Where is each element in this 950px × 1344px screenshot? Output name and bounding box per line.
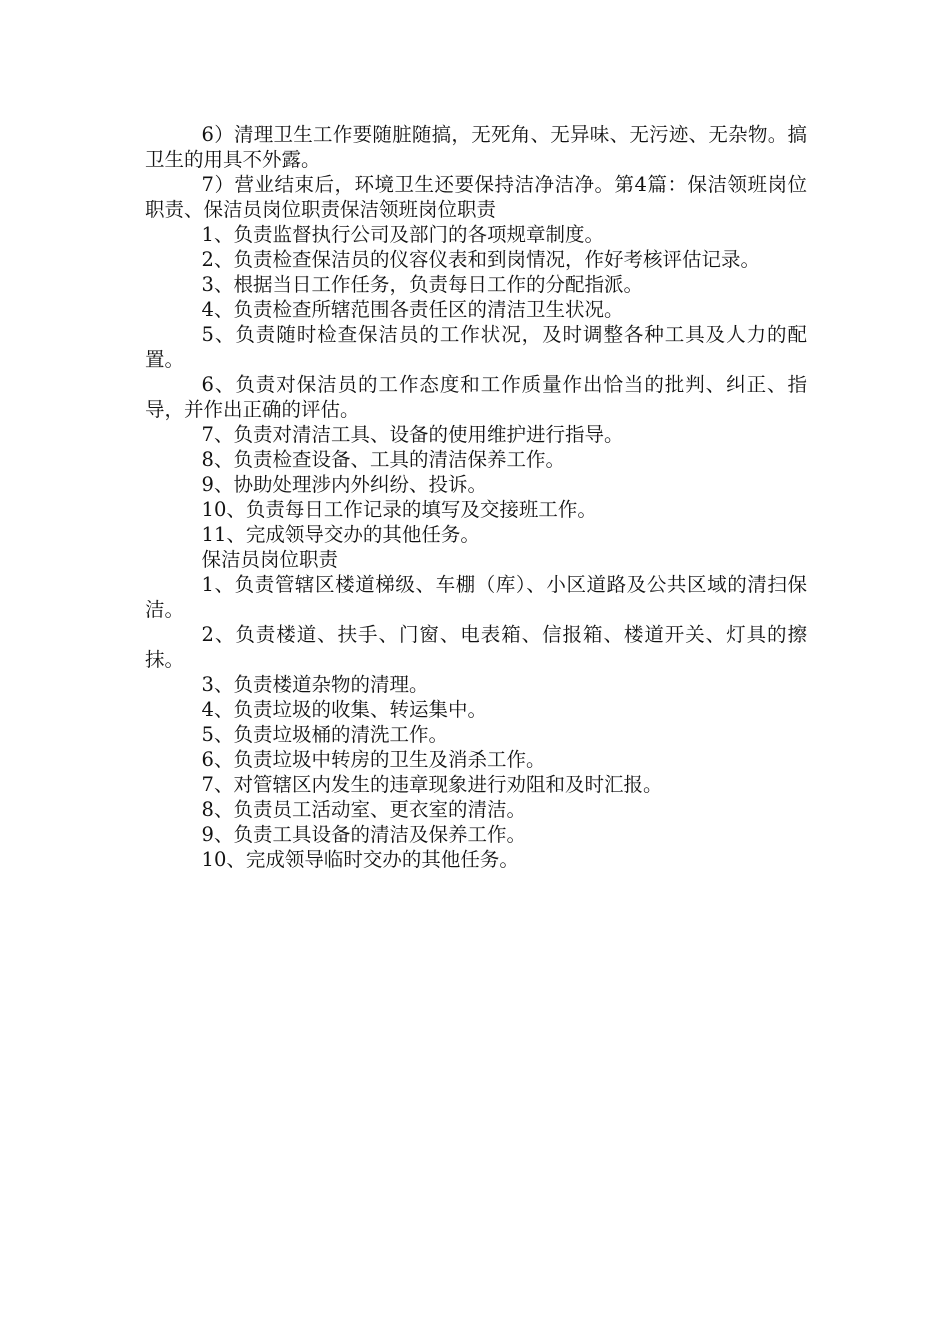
- paragraph-9: 7、负责对清洁工具、设备的使用维护进行指导。: [201, 423, 624, 446]
- paragraph-18: 4、负责垃圾的收集、转运集中。: [201, 698, 487, 721]
- paragraph-24: 10、完成领导临时交办的其他任务。: [201, 848, 519, 871]
- paragraph-19: 5、负责垃圾桶的清洗工作。: [201, 723, 448, 746]
- paragraph-21: 7、对管辖区内发生的违章现象进行劝阻和及时汇报。: [201, 773, 663, 796]
- paragraph-22: 8、负责员工活动室、更衣室的清洁。: [201, 798, 526, 821]
- paragraph-3: 1、负责监督执行公司及部门的各项规章制度。: [201, 223, 604, 246]
- paragraph-4: 2、负责检查保洁员的仪容仪表和到岗情况，作好考核评估记录。: [201, 248, 760, 271]
- paragraph-5: 3、根据当日工作任务，负责每日工作的分配指派。: [201, 273, 643, 296]
- document-page: [145, 122, 807, 872]
- paragraph-7: 5、负责随时检查保洁员的工作状况，及时调整各种工具及人力的配置。: [145, 323, 807, 371]
- paragraph-8: 6、负责对保洁员的工作态度和工作质量作出恰当的批判、纠正、指导，并作出正确的评估。: [145, 373, 807, 421]
- paragraph-1: 6）清理卫生工作要随脏随搞，无死角、无异味、无污迹、无杂物。搞卫生的用具不外露。: [145, 123, 807, 171]
- paragraph-23: 9、负责工具设备的清洁及保养工作。: [201, 823, 526, 846]
- paragraph-17: 3、负责楼道杂物的清理。: [201, 673, 429, 696]
- paragraph-10: 8、负责检查设备、工具的清洁保养工作。: [201, 448, 565, 471]
- paragraph-2: 7）营业结束后，环境卫生还要保持洁净洁净。第4篇：保洁领班岗位职责、保洁员岗位职责保洁领班岗位职责: [145, 173, 807, 221]
- paragraph-15: 1、负责管辖区楼道梯级、车棚（库）、小区道路及公共区域的清扫保洁。: [145, 573, 807, 621]
- paragraph-6: 4、负责检查所辖范围各责任区的清洁卫生状况。: [201, 298, 624, 321]
- paragraph-16: 2、负责楼道、扶手、门窗、电表箱、信报箱、楼道开关、灯具的擦抹。: [145, 623, 807, 671]
- paragraph-11: 9、协助处理涉内外纠纷、投诉。: [201, 473, 487, 496]
- section-heading: 保洁员岗位职责: [201, 548, 339, 571]
- paragraph-12: 10、负责每日工作记录的填写及交接班工作。: [201, 498, 597, 521]
- paragraph-13: 11、完成领导交办的其他任务。: [201, 523, 480, 546]
- paragraph-20: 6、负责垃圾中转房的卫生及消杀工作。: [201, 748, 546, 771]
